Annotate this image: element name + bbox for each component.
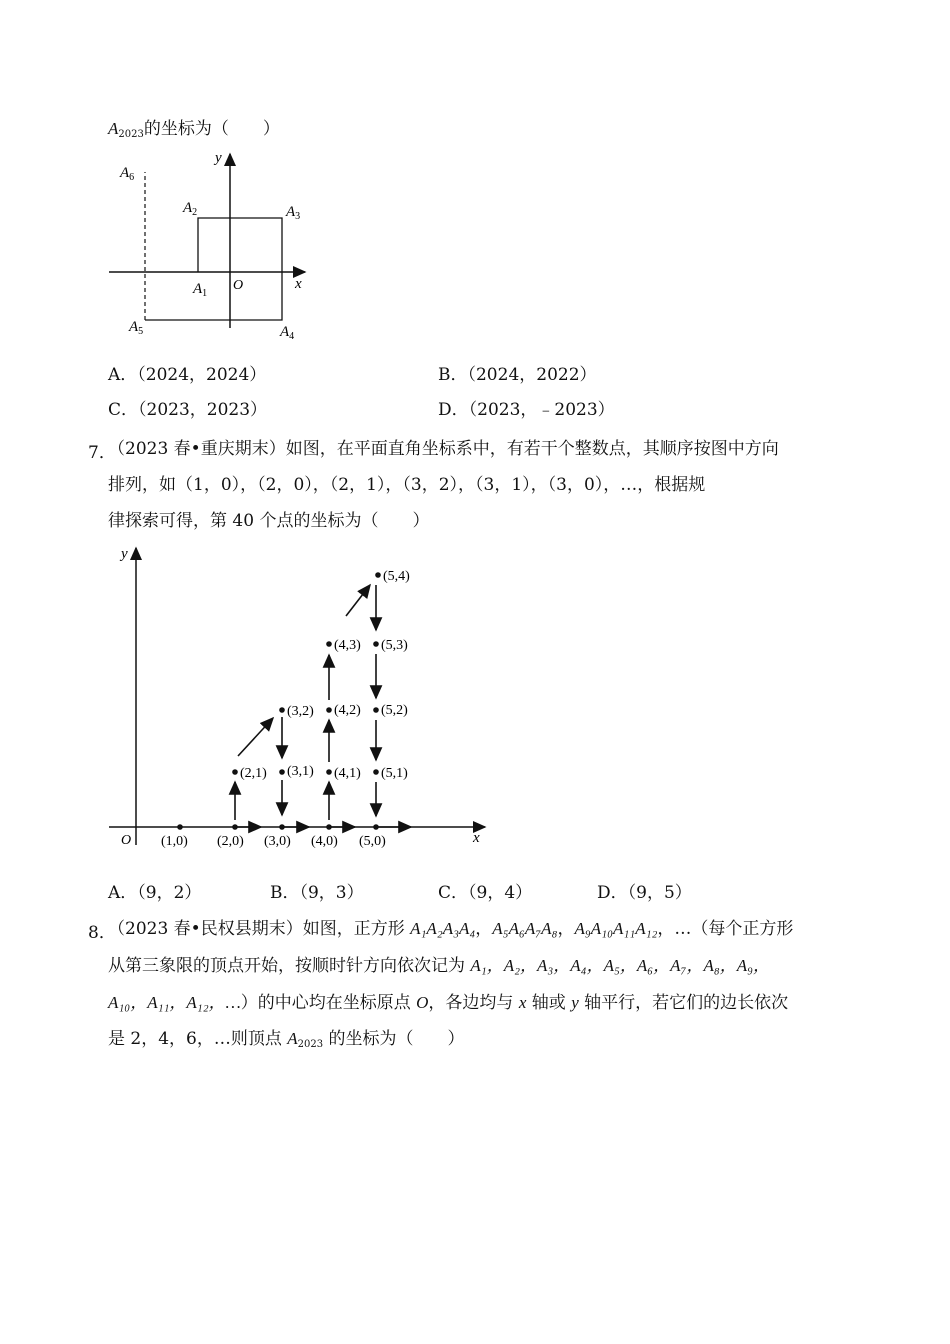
q6-figure [105,148,325,348]
q7-point-2-1 [232,769,238,775]
q7-arrow-diag-1 [238,718,273,756]
q6-option-a[interactable]: A．（2024，2024） [108,365,267,385]
q8-l3-y: y [571,993,579,1012]
q7-label-4-0: (4,0) [311,834,338,849]
q7-line-2: 排列，如（1，0），（2，0），（2，1），（3，2），（3，1），（3，0），…，根据规 [108,475,706,495]
q6-option-c[interactable]: C．（2023，2023） [108,400,268,420]
q7-point-1-0 [177,824,183,830]
q7-point-5-4 [375,572,381,578]
q7-point-3-0 [279,824,285,830]
q8-l1-square-3: A₉A₁₀A₁₁A₁₂ [574,919,658,938]
q8-l4-b: 的坐标为（ ） [323,1029,465,1049]
q7-point-5-0 [373,824,379,830]
q6-label-A1: $A_1$ [193,281,208,299]
q8-l3-c: 轴或 [526,993,572,1013]
q6-y-label: y [215,150,222,166]
q7-point-4-0 [326,824,332,830]
q7-point-5-1 [373,769,379,775]
q8-number: 8． [88,923,116,943]
q8-l1-a: （2023 春•民权县期末）如图，正方形 [108,919,411,939]
q7-label-3-1: (3,1) [287,764,314,779]
q8-l3-b: ，各边均与 [428,993,519,1013]
q7-label-5-3: (5,3) [381,638,408,653]
q7-point-4-3 [326,641,332,647]
q6-origin-label: O [233,278,244,293]
q6-subject-var: A [108,119,119,138]
q7-option-b[interactable]: B．（9，3） [270,883,364,903]
q6-label-A2: $A_2$ [183,200,198,218]
q7-origin-label: O [121,833,132,848]
q8-l3-x: x [518,993,527,1012]
q8-l4-var: A [287,1029,298,1048]
q8-l1-c: ， [557,919,575,939]
q6-question-line [108,118,280,146]
q7-line-1: （2023 春•重庆期末）如图，在平面直角坐标系中，有若干个整数点，其顺序按图中方向 [108,439,779,459]
q8-line-2 [108,955,770,977]
q8-l1-square-1: A₁A₂A₃A₄ [410,919,476,938]
q7-x-label: x [473,830,480,846]
q6-label-A4: $A_4$ [280,324,295,342]
q7-point-4-2 [326,707,332,713]
q7-point-4-1 [326,769,332,775]
q6-label-A3: $A_3$ [286,204,301,222]
q7-option-c[interactable]: C．（9，4） [438,883,533,903]
q8-l2-a: 从第三象限的顶点开始，按顺时针方向依次记为 [108,956,471,976]
q7-label-1-0: (1,0) [161,834,188,849]
q7-label-5-4: (5,4) [383,569,410,584]
q7-label-5-1: (5,1) [381,766,408,781]
q6-label-A6: $A_6$ [120,165,135,183]
q8-l3-d: 轴平行，若它们的边长依次 [578,993,789,1013]
q7-label-3-0: (3,0) [264,834,291,849]
q7-number: 7． [88,443,116,463]
q8-l3-origin: O [416,993,429,1012]
q7-label-5-0: (5,0) [359,834,386,849]
q8-l4-a: 是 2，4，6，…则顶点 [108,1029,288,1049]
q6-square-inner [145,218,282,320]
q7-point-5-2 [373,707,379,713]
q6-option-d[interactable]: D．（2023，﹣2023） [438,400,615,420]
q8-l2-list: A₁，A₂，A₃，A₄，A₅，A₆，A₇，A₈，A₉， [470,956,771,975]
q7-label-4-2: (4,2) [334,703,361,718]
q8-l1-square-2: A₅A₆A₇A₈ [492,919,558,938]
q8-l4-sub: 2023 [297,1039,324,1050]
q7-option-d[interactable]: D．（9，5） [597,883,692,903]
q8-line-3 [108,992,788,1014]
q7-option-a[interactable]: A．（9，2） [108,883,202,903]
q6-x-label: x [295,276,302,292]
q7-y-label: y [121,546,128,562]
q7-point-2-0 [232,824,238,830]
q6-label-A5: $A_5$ [129,319,144,337]
q7-point-3-2 [279,707,285,713]
q8-l1-b: ， [475,919,493,939]
q6-question-text: 的坐标为（ ） [143,119,280,139]
q7-label-4-1: (4,1) [334,766,361,781]
q7-line-3: 律探索可得，第 40 个点的坐标为（ ） [108,511,430,531]
q7-label-4-3: (4,3) [334,638,361,653]
q8-l3-list: A₁₀，A₁₁，A₁₂，… [108,993,241,1012]
q8-line-1 [108,918,793,940]
q7-arrow-diag-2 [346,585,370,616]
q6-subject-sub: 2023 [118,129,144,140]
q7-label-3-2: (3,2) [287,704,314,719]
q7-label-5-2: (5,2) [381,703,408,718]
q8-line-4 [108,1028,465,1056]
q7-figure [105,540,495,855]
q7-label-2-1: (2,1) [240,766,267,781]
q6-option-b[interactable]: B．（2024，2022） [438,365,597,385]
q7-point-5-3 [373,641,379,647]
q7-label-2-0: (2,0) [217,834,244,849]
q8-l3-a: ）的中心均在坐标原点 [240,993,417,1013]
q8-l1-d: ，…（每个正方形 [657,919,794,939]
q7-point-3-1 [279,769,285,775]
